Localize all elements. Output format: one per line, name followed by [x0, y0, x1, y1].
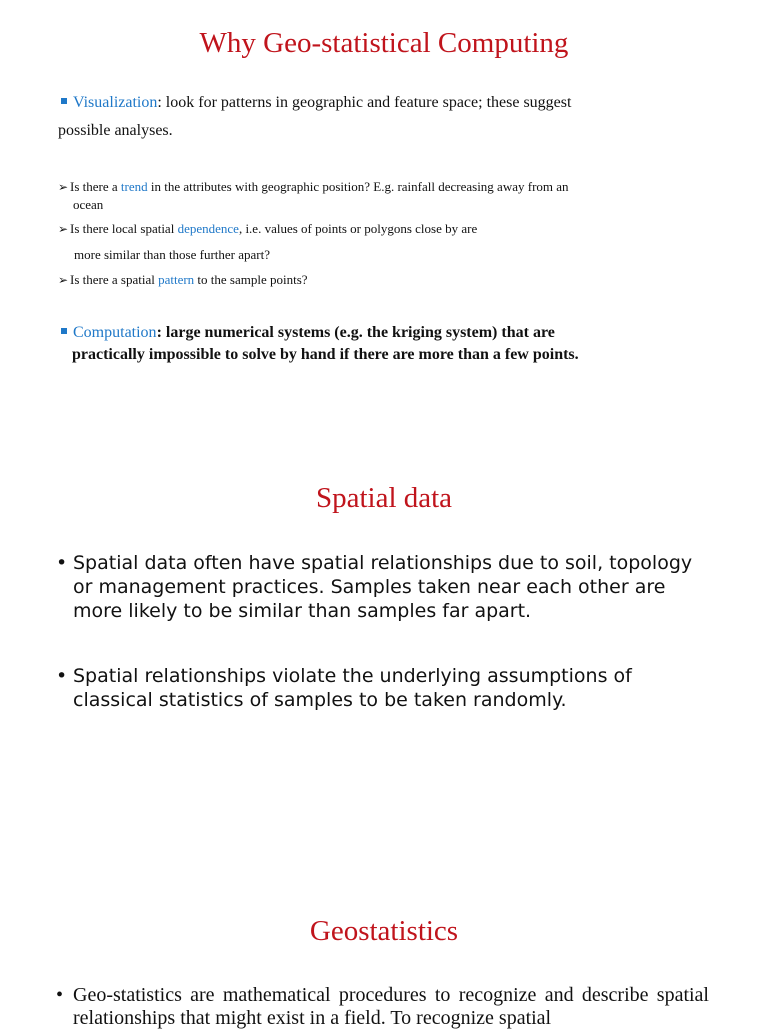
arrow-bullet-icon: ➢: [58, 222, 69, 236]
computation-term: Computation: [73, 324, 157, 341]
bullet-icon: •: [56, 552, 68, 574]
visualization-text-continued: possible analyses.: [58, 122, 173, 139]
spatial-data-bullet-2: Spatial relationships violate the underlying assumptions of classical statistics of samples to be taken randomly.: [73, 665, 632, 711]
slide-title-geostatistics: Geostatistics: [309, 915, 459, 947]
computation-block: [58, 322, 718, 366]
slide-title-spatial-data: Spatial data: [315, 482, 453, 514]
visualization-line: [58, 89, 718, 117]
bullet-icon: •: [56, 984, 64, 1006]
computation-line: [58, 322, 718, 344]
square-bullet-icon: [61, 328, 67, 334]
dependence-term: dependence: [177, 221, 239, 236]
arrow-bullet-icon: ➢: [58, 273, 69, 287]
question-item-dependence: ➢ Is there local spatial dependence, i.e. values of points or polygons close by are more similar than those further apart?: [58, 221, 478, 262]
arrow-bullet-icon: ➢: [58, 180, 69, 194]
computation-text: : large numerical systems (e.g. the kriging system) that are: [156, 324, 555, 341]
visualization-text: : look for patterns in geographic and feature space; these suggest: [157, 94, 572, 111]
geostatistics-bullet-1: Geo-statistics are mathematical procedures to recognize and describe spatial relationships that might exist in a field. To recognize spatial: [73, 984, 709, 1029]
list-item: [56, 664, 713, 712]
trend-term: trend: [120, 179, 148, 194]
question-item-trend: ➢ Is there a trend in the attributes with geographic position? E.g. rainfall decreasing away from an ocean: [58, 179, 569, 212]
list-item: [56, 984, 709, 1030]
list-item: [56, 551, 713, 623]
visualization-term: Visualization: [73, 94, 158, 111]
bullet-icon: •: [56, 665, 68, 687]
question-item-pattern: ➢ Is there a spatial pattern to the sample points?: [58, 272, 308, 287]
square-bullet-icon: [61, 98, 67, 104]
computation-text-continued: practically impossible to solve by hand if there are more than a few points.: [72, 346, 579, 363]
visualization-block: [58, 89, 718, 145]
pattern-term: pattern: [158, 272, 195, 287]
slide-title-why-geostatistical-computing: Why Geo-statistical Computing: [199, 27, 569, 59]
spatial-data-bullet-1: Spatial data often have spatial relationships due to soil, topology or management practices. Samples taken near each other are more likely to be similar than samples far apart.: [73, 552, 693, 622]
